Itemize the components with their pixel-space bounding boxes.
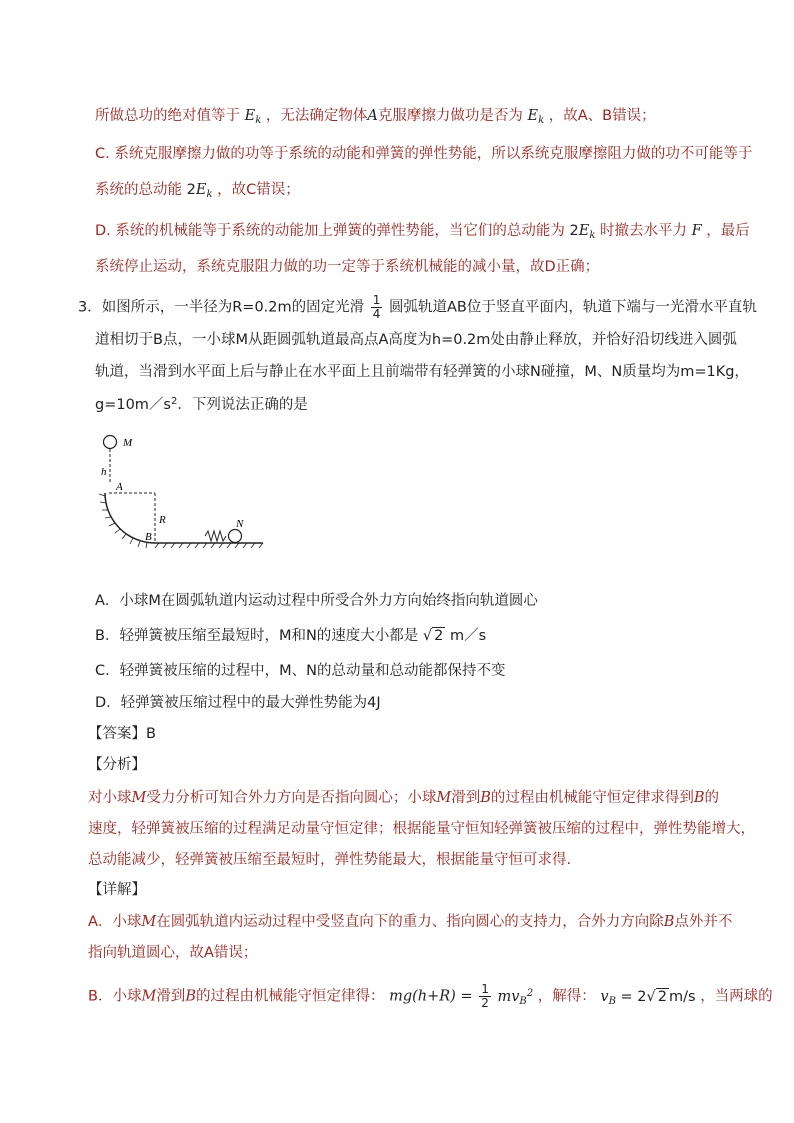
text-line: [95, 257, 599, 277]
text: B．轻弹簧被压缩至最短时，M和N的速度大小都是: [95, 628, 419, 644]
text-line: [95, 362, 749, 382]
velocity-result: $v_B = 2√$ 2 m/s: [600, 988, 696, 1007]
text-line: [95, 392, 308, 415]
text: D．轻弹簧被压缩过程中的最大弹性势能为4J: [95, 695, 381, 711]
sqrt: √ 2: [422, 628, 444, 644]
text: A．小球M在圆弧轨道内运动过程中所受合外力方向始终指向轨道圆心: [95, 593, 538, 609]
equation-left: mg(h+R) =: [389, 988, 473, 1005]
text: 系统停止运动，系统克服阻力做的功一定等于系统机械能的减小量，故D正确；: [95, 259, 600, 275]
text: C．轻弹簧被压缩的过程中，M、N的总动量和总动能都保持不变: [95, 663, 506, 679]
spring: [205, 531, 226, 541]
answer: 【答案】B: [88, 726, 156, 742]
text: 时撤去水平力: [600, 223, 687, 239]
fraction-half: $\frac{1}{2}$: [481, 982, 489, 1010]
symbol-m: M: [141, 914, 157, 930]
text-line: [95, 221, 750, 246]
text-line: A．小球M在圆弧轨道内运动过程中受竖直向下的重力、指向圆心的支持力，合外力方向除B点外并不: [88, 914, 733, 930]
option-c: [95, 661, 505, 681]
detail-heading: 【详解】: [88, 882, 146, 898]
text-line: 指向轨道圆心，故A错误；: [88, 945, 258, 961]
symbol-m: M: [141, 988, 157, 1005]
text: D. 系统的机械能等于系统的动能加上弹簧的弹性势能，当它们的总动能为: [95, 223, 565, 239]
symbol-a: A: [367, 108, 378, 124]
symbol-f: F: [691, 223, 702, 239]
symbol-b: B: [693, 790, 705, 806]
label-m: M: [123, 437, 133, 449]
text: 克服摩擦力做功是否为: [377, 108, 523, 124]
text-line: [95, 330, 737, 350]
label-r: R: [159, 514, 166, 526]
text: 系统的总动能: [95, 182, 182, 198]
question-number: 3．: [78, 299, 102, 316]
text: m／s: [450, 628, 487, 644]
text: 所做总功的绝对值等于: [95, 108, 240, 124]
label-a: A: [116, 481, 123, 493]
text-line: 总动能减少，轻弹簧被压缩至最短时，弹性势能最大，根据能量守恒可求得.: [88, 852, 572, 868]
text: ，故A、B错误；: [548, 108, 656, 124]
label-h: h: [101, 466, 107, 478]
question-3-line: [78, 294, 757, 321]
option-d: [95, 693, 381, 713]
physics-diagram: [95, 430, 270, 555]
superscript: 2: [170, 396, 178, 407]
text: 圆弧轨道AB位于竖直平面内，轨道下端与一光滑水平直轨: [389, 299, 757, 316]
text-line: [95, 180, 300, 205]
text: 道相切于B点，一小球M从距圆弧轨道最高点A高度为h=0.2m处由静止释放，并恰好沿切线进入圆弧: [95, 332, 737, 348]
symbol-m: M: [131, 790, 147, 806]
text: ，最后: [706, 223, 750, 239]
symbol-b: B: [663, 914, 675, 930]
label-n: N: [236, 518, 244, 530]
text-line: B．小球M滑到B的过程由机械能守恒定律得： mg(h+R) = $\frac{1}{2}$ $mv_B^2$ ，解得： $v_B = 2√$ 2 m/s ，当两球的: [88, 982, 773, 1010]
text-line: 速度，轻弹簧被压缩的过程满足动量守恒定律；根据能量守恒知轻弹簧被压缩的过程中，弹性势能增大，: [88, 821, 755, 837]
symbol-b: B: [480, 790, 491, 806]
math-2ek: $2E_k$: [186, 182, 213, 200]
math-2ek: $2E_k$: [569, 223, 596, 241]
option-a: [95, 591, 538, 611]
symbol-ek: $E_k$: [527, 108, 545, 126]
equation-right: $mv_B^2$: [497, 987, 534, 1007]
ball-n: [229, 530, 242, 543]
text-line: 对小球M受力分析可知合外力方向是否指向圆心；小球M滑到B的过程由机械能守恒定律求得到B的: [88, 790, 720, 806]
fraction-quarter: $\frac{1}{4}$: [372, 293, 381, 321]
text-line: [95, 144, 752, 164]
option-b: [95, 626, 486, 646]
label-b: B: [145, 531, 152, 543]
text: 如图所示，一半径为R=0.2m的固定光滑: [101, 299, 365, 316]
symbol-ek: $E_k$: [244, 108, 262, 126]
text: ，无法确定物体: [265, 108, 368, 124]
text: g=10m／s: [95, 397, 171, 413]
text: C. 系统克服摩擦力做的功等于系统的动能和弹簧的弹性势能，所以系统克服摩擦阻力做的功不可能等于: [95, 146, 753, 162]
text: ，故C错误；: [217, 182, 300, 198]
text: ．下列说法正确的是: [177, 397, 308, 413]
ball-m: [104, 436, 117, 449]
symbol-m: M: [436, 790, 452, 806]
symbol-b: B: [185, 988, 196, 1005]
text: 轨道，当滑到水平面上后与静止在水平面上且前端带有轻弹簧的小球N碰撞，M、N质量均为m=1Kg，: [95, 364, 749, 380]
analysis-heading: 【分析】: [88, 757, 146, 773]
text-line: [95, 106, 656, 131]
